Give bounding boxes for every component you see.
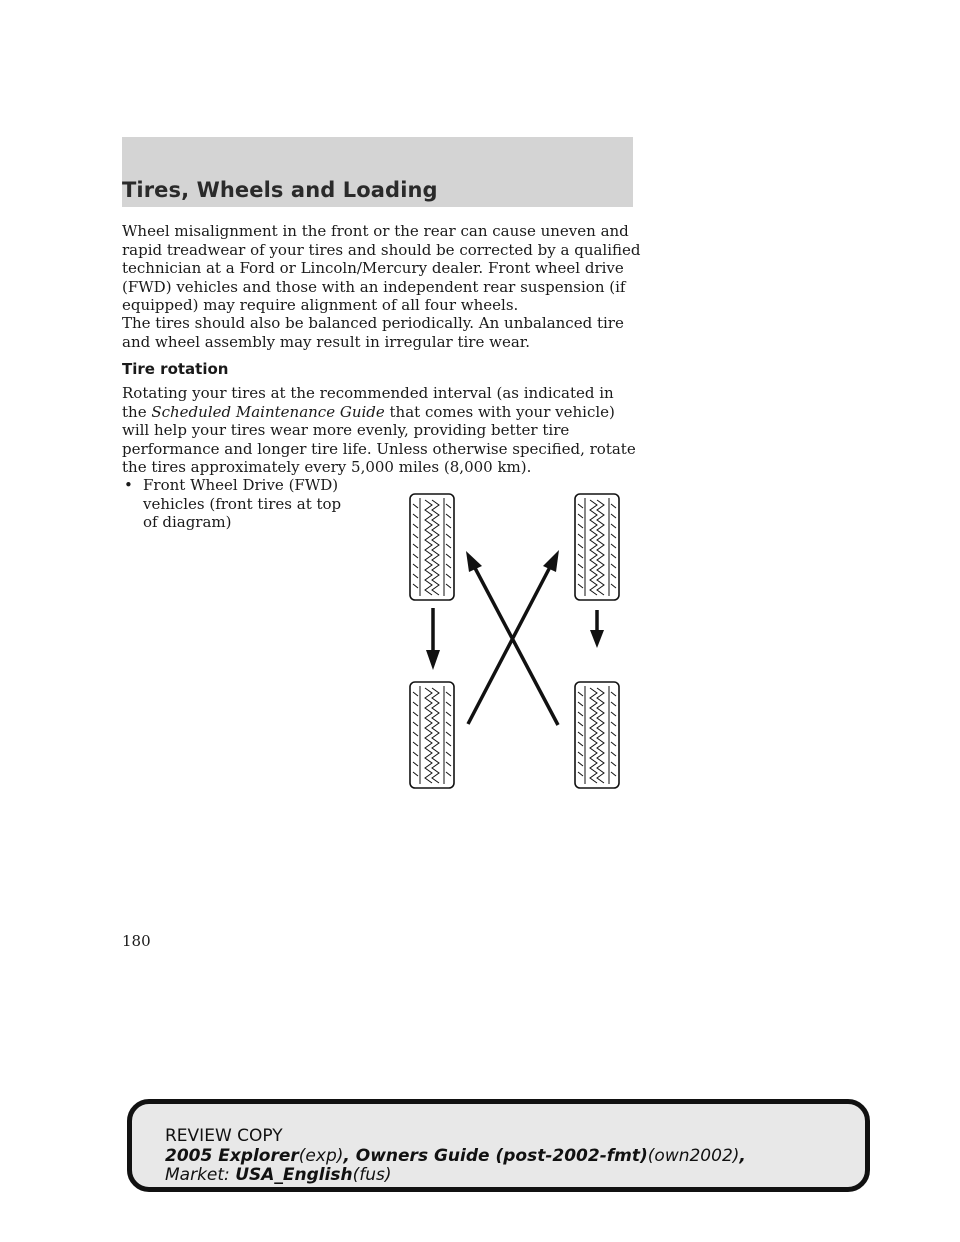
- section-title: Tires, Wheels and Loading: [122, 178, 438, 202]
- maintenance-guide-reference: Scheduled Maintenance Guide: [151, 402, 385, 421]
- market-code: (fus): [352, 1165, 392, 1185]
- paragraph-rotation: [122, 384, 642, 477]
- subheading-tire-rotation: Tire rotation: [122, 360, 229, 378]
- tire-icon: [410, 494, 454, 600]
- guide-code: (own2002): [647, 1146, 740, 1166]
- tire-icon: [410, 682, 454, 788]
- tire-icon: [575, 494, 619, 600]
- bullet-marker: •: [124, 476, 133, 494]
- page-number: 180: [122, 932, 151, 950]
- review-model-line: [165, 1146, 746, 1166]
- rotation-text-end: that comes with your vehicle) will help your tires wear more evenly, providing better tire performance and longer tire life. Unless otherwise specified, rotate the tires approximately every 5,000 miles (8,000 km).: [122, 402, 636, 476]
- review-copy-label: REVIEW COPY: [165, 1126, 283, 1146]
- paragraph-balancing: The tires should also be balanced periodically. An unbalanced tire and wheel assembly may result in irregular tire wear.: [122, 314, 624, 351]
- paragraph-misalignment: Wheel misalignment in the front or the rear can cause uneven and rapid treadwear of your tires and should be corrected by a qualified technician at a Ford or Lincoln/Mercury dealer. Front wheel drive (FWD) vehicles and those with an independent rear suspension (if equipped) may require alignment of all four wheels.: [122, 222, 641, 314]
- market-name: USA_English: [235, 1165, 353, 1185]
- review-market-line: [165, 1165, 392, 1185]
- arrow-down-icon: [590, 610, 604, 648]
- rotation-text-start: Rotating your tires at the recommended interval (as indicated in the: [122, 384, 614, 421]
- separator: ,: [343, 1146, 356, 1166]
- separator: ,: [739, 1146, 746, 1166]
- model-name: 2005 Explorer: [165, 1146, 299, 1166]
- tire-rotation-diagram: [400, 490, 630, 792]
- market-label: Market:: [165, 1165, 230, 1185]
- tire-icon: [575, 682, 619, 788]
- bullet-fwd: Front Wheel Drive (FWD) vehicles (front tires at top of diagram): [143, 476, 342, 531]
- guide-name: Owners Guide (post-2002-fmt): [355, 1146, 648, 1166]
- model-code: (exp): [298, 1146, 344, 1166]
- arrow-down-icon: [426, 608, 440, 670]
